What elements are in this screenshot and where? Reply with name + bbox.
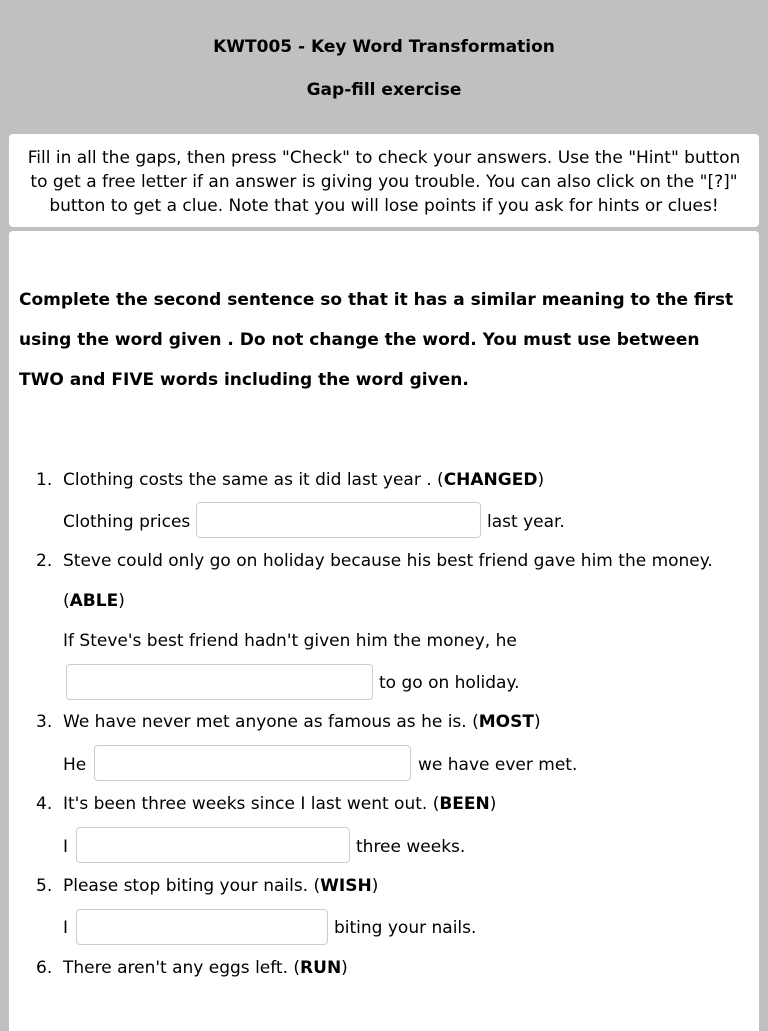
question-4-after: three weeks. xyxy=(356,837,466,857)
question-number: 2. xyxy=(36,551,53,571)
question-4-before: I xyxy=(63,837,69,857)
question-2-sentence: Steve could only go on holiday because his best friend gave him the money. xyxy=(63,551,713,571)
question-number: 6. xyxy=(36,958,53,978)
question-1-keyword: CHANGED xyxy=(443,470,538,490)
question-1-after: last year. xyxy=(487,512,565,532)
exercise-header xyxy=(0,0,768,132)
question-3-keyword: MOST xyxy=(478,712,534,732)
question-number: 4. xyxy=(36,794,53,814)
instructions-text: Fill in all the gaps, then press "Check" to check your answers. Use the "Hint" button to get a free letter if an answer is giving you trouble. You can also click on the "[?]" button to get a clue. Note that you will lose points if you ask for hints or clues! xyxy=(27,148,741,216)
question-5-before: I xyxy=(63,918,69,938)
question-5-sentence: Please stop biting your nails. (WISH) xyxy=(63,876,379,896)
exercise-panel xyxy=(9,231,759,1031)
question-3-sentence: We have never met anyone as famous as he is. (MOST) xyxy=(63,712,541,732)
question-6-keyword: RUN xyxy=(300,958,342,978)
exercise-subtitle: Gap-fill exercise xyxy=(306,80,462,100)
question-2-keyword: ABLE xyxy=(69,591,119,611)
exercise-title: KWT005 - Key Word Transformation xyxy=(213,37,555,57)
question-3-gap-input[interactable] xyxy=(94,745,411,781)
question-6-sentence: There aren't any eggs left. (RUN) xyxy=(63,958,348,978)
question-4-sentence: It's been three weeks since I last went out. (BEEN) xyxy=(63,794,497,814)
task-instructions: Complete the second sentence so that it has a similar meaning to the first using the word given . Do not change the word. You must use between TWO and FIVE words including the word given. xyxy=(19,290,734,390)
question-number: 1. xyxy=(36,470,53,490)
question-2-keyword-line: (ABLE) xyxy=(63,591,125,611)
question-3-after: we have ever met. xyxy=(418,755,578,775)
question-3-before: He xyxy=(63,755,87,775)
question-1-gap-input[interactable] xyxy=(196,502,481,538)
question-2-gap-input[interactable] xyxy=(66,664,373,700)
question-5-gap-input[interactable] xyxy=(76,909,328,945)
question-1-sentence: Clothing costs the same as it did last year . (CHANGED) xyxy=(63,470,545,490)
instructions-panel xyxy=(9,134,759,227)
question-5-keyword: WISH xyxy=(320,876,372,896)
question-2-after: to go on holiday. xyxy=(379,673,520,693)
question-1-before: Clothing prices xyxy=(63,512,191,532)
question-number: 5. xyxy=(36,876,53,896)
question-2-before: If Steve's best friend hadn't given him the money, he xyxy=(63,631,517,651)
question-4-gap-input[interactable] xyxy=(76,827,350,863)
question-4-keyword: BEEN xyxy=(439,794,490,814)
question-5-after: biting your nails. xyxy=(334,918,477,938)
question-number: 3. xyxy=(36,712,53,732)
